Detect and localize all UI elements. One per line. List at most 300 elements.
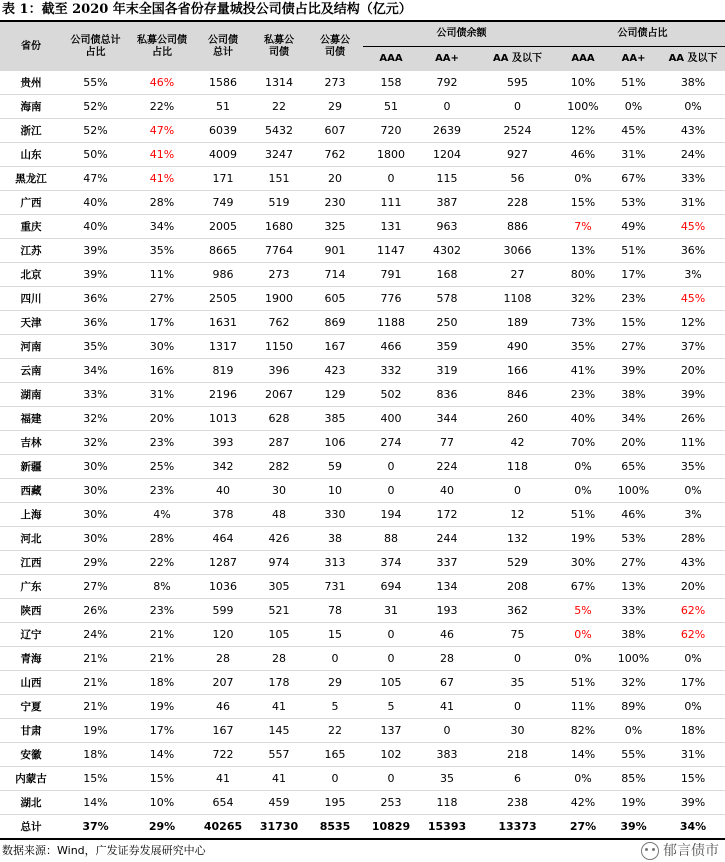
table-row [0,263,725,287]
table-cell: 8535 [307,815,363,840]
province-cell: 湖南 [0,383,62,407]
total-row [0,815,725,840]
table-cell: 40 [419,479,475,503]
table-cell: 330 [307,503,363,527]
table-cell: 13% [560,239,606,263]
table-cell: 70% [560,431,606,455]
table-cell: 38% [661,71,725,95]
table-cell: 28% [129,527,195,551]
table-cell: 974 [251,551,307,575]
header-group-ratio: 公司债占比 [560,21,725,47]
table-cell: 75 [475,623,560,647]
table-cell: 100% [560,95,606,119]
table-cell: 31 [363,599,419,623]
table-cell: 59 [307,455,363,479]
table-cell: 20% [129,407,195,431]
header-ratio-aabelow: AA 及以下 [661,47,725,72]
table-cell: 250 [419,311,475,335]
table-cell: 34% [661,815,725,840]
table-row [0,767,725,791]
table-cell: 344 [419,407,475,431]
table-row [0,71,725,95]
table-cell: 27% [606,551,661,575]
table-cell: 2005 [195,215,251,239]
province-cell: 总计 [0,815,62,840]
table-cell: 7764 [251,239,307,263]
table-cell: 30 [475,719,560,743]
table-cell: 36% [62,311,129,335]
table-cell: 67 [419,671,475,695]
table-cell: 41% [560,359,606,383]
table-row [0,383,725,407]
table-cell: 20% [661,359,725,383]
table-row [0,143,725,167]
table-cell: 15% [606,311,661,335]
table-cell: 41% [129,167,195,191]
table-row [0,239,725,263]
table-cell: 32% [606,671,661,695]
table-cell: 4% [129,503,195,527]
table-cell: 11% [129,263,195,287]
table-cell: 46% [560,143,606,167]
table-cell: 31% [606,143,661,167]
header-ratio-aaplus: AA+ [606,47,661,72]
table-cell: 167 [307,335,363,359]
table-cell: 28% [661,527,725,551]
table-cell: 0% [661,695,725,719]
province-cell: 辽宁 [0,623,62,647]
table-cell: 13373 [475,815,560,840]
table-cell: 0% [560,647,606,671]
table-cell: 230 [307,191,363,215]
table-cell: 27% [62,575,129,599]
table-cell: 466 [363,335,419,359]
table-cell: 21% [129,647,195,671]
table-cell: 33% [606,599,661,623]
table-cell: 88 [363,527,419,551]
table-cell: 115 [419,167,475,191]
table-cell: 5 [363,695,419,719]
table-cell: 171 [195,167,251,191]
table-cell: 0 [307,647,363,671]
table-cell: 29% [62,551,129,575]
table-cell: 846 [475,383,560,407]
table-cell: 26% [62,599,129,623]
province-cell: 甘肃 [0,719,62,743]
table-cell: 362 [475,599,560,623]
header-amount-aaplus: AA+ [419,47,475,72]
table-cell: 1013 [195,407,251,431]
table-cell: 4009 [195,143,251,167]
table-cell: 502 [363,383,419,407]
table-cell: 0% [661,647,725,671]
province-cell: 上海 [0,503,62,527]
table-cell: 39% [661,791,725,815]
table-cell: 6039 [195,119,251,143]
table-cell: 38% [606,623,661,647]
table-cell: 2505 [195,287,251,311]
table-cell: 43% [661,119,725,143]
table-cell: 178 [251,671,307,695]
province-cell: 山东 [0,143,62,167]
province-cell: 吉林 [0,431,62,455]
wechat-icon [641,842,659,860]
table-cell: 459 [251,791,307,815]
table-cell: 55% [62,71,129,95]
table-cell: 0% [606,719,661,743]
table-cell: 65% [606,455,661,479]
table-cell: 193 [419,599,475,623]
table-cell: 714 [307,263,363,287]
table-cell: 28 [251,647,307,671]
province-cell: 浙江 [0,119,62,143]
table-cell: 3% [661,503,725,527]
table-row [0,695,725,719]
table-row [0,575,725,599]
table-cell: 46 [195,695,251,719]
table-cell: 43% [661,551,725,575]
table-cell: 654 [195,791,251,815]
table-row [0,671,725,695]
table-cell: 36% [62,287,129,311]
province-cell: 安徽 [0,743,62,767]
province-cell: 贵州 [0,71,62,95]
table-cell: 694 [363,575,419,599]
table-cell: 41 [251,695,307,719]
table-cell: 15% [661,767,725,791]
province-cell: 陕西 [0,599,62,623]
table-cell: 49% [606,215,661,239]
table-cell: 519 [251,191,307,215]
watermark-text: 郁言债市 [663,843,719,859]
province-cell: 河北 [0,527,62,551]
table-cell: 2639 [419,119,475,143]
table-cell: 53% [606,527,661,551]
header-province: 省份 [0,21,62,71]
table-cell: 0 [363,455,419,479]
table-cell: 41 [195,767,251,791]
table-cell: 15393 [419,815,475,840]
table-cell: 168 [419,263,475,287]
table-cell: 529 [475,551,560,575]
table-cell: 45% [606,119,661,143]
table-cell: 3066 [475,239,560,263]
table-row [0,167,725,191]
table-cell: 282 [251,455,307,479]
table-cell: 762 [251,311,307,335]
table-cell: 38% [606,383,661,407]
table-cell: 2524 [475,119,560,143]
table-cell: 27% [129,287,195,311]
table-cell: 342 [195,455,251,479]
table-cell: 15% [560,191,606,215]
table-cell: 105 [251,623,307,647]
table-cell: 56 [475,167,560,191]
province-cell: 黑龙江 [0,167,62,191]
table-cell: 85% [606,767,661,791]
table-cell: 4302 [419,239,475,263]
table-row [0,335,725,359]
table-cell: 1108 [475,287,560,311]
table-cell: 40 [195,479,251,503]
province-cell: 北京 [0,263,62,287]
province-cell: 广西 [0,191,62,215]
table-cell: 24% [661,143,725,167]
table-cell: 21% [62,671,129,695]
table-cell: 27% [560,815,606,840]
table-cell: 41 [251,767,307,791]
header-amount-aaa: AAA [363,47,419,72]
table-cell: 22% [129,551,195,575]
table-cell: 244 [419,527,475,551]
table-cell: 24% [62,623,129,647]
table-cell: 129 [307,383,363,407]
table-cell: 165 [307,743,363,767]
table-cell: 383 [419,743,475,767]
table-cell: 100% [606,647,661,671]
table-cell: 40265 [195,815,251,840]
province-cell: 江苏 [0,239,62,263]
table-cell: 172 [419,503,475,527]
table-cell: 134 [419,575,475,599]
table-cell: 319 [419,359,475,383]
table-cell: 28 [419,647,475,671]
header-public: 公募公司债 [307,21,363,71]
table-cell: 35 [475,671,560,695]
source-note [0,840,725,862]
table-cell: 1147 [363,239,419,263]
table-cell: 102 [363,743,419,767]
table-row [0,287,725,311]
table-cell: 26% [661,407,725,431]
table-cell: 1287 [195,551,251,575]
table-cell: 0% [560,455,606,479]
table-cell: 605 [307,287,363,311]
table-cell: 396 [251,359,307,383]
table-cell: 7% [560,215,606,239]
table-cell: 51 [363,95,419,119]
table-cell: 387 [419,191,475,215]
table-cell: 55% [606,743,661,767]
table-row [0,359,725,383]
province-cell: 江西 [0,551,62,575]
table-cell: 578 [419,287,475,311]
table-cell: 253 [363,791,419,815]
table-cell: 731 [307,575,363,599]
table-cell: 0% [560,767,606,791]
watermark [641,840,719,862]
table-cell: 0 [419,95,475,119]
table-cell: 1586 [195,71,251,95]
table-cell: 0% [661,479,725,503]
table-cell: 325 [307,215,363,239]
table-cell: 132 [475,527,560,551]
table-row [0,119,725,143]
table-cell: 30 [251,479,307,503]
table-cell: 19% [560,527,606,551]
table-cell: 762 [307,143,363,167]
table-cell: 0 [363,167,419,191]
header-private: 私募公司债 [251,21,307,71]
table-cell: 2196 [195,383,251,407]
table-cell: 628 [251,407,307,431]
table-cell: 378 [195,503,251,527]
table-cell: 51% [560,671,606,695]
table-cell: 14% [62,791,129,815]
table-cell: 30% [560,551,606,575]
table-row [0,479,725,503]
table-cell: 34% [62,359,129,383]
table-cell: 287 [251,431,307,455]
table-cell: 33% [62,383,129,407]
table-cell: 228 [475,191,560,215]
table-row [0,719,725,743]
table-cell: 29% [129,815,195,840]
table-cell: 51 [195,95,251,119]
table-cell: 46% [606,503,661,527]
table-cell: 1800 [363,143,419,167]
table-cell: 792 [419,71,475,95]
table-cell: 337 [419,551,475,575]
table-cell: 30% [129,335,195,359]
table-cell: 42% [560,791,606,815]
table-cell: 17% [606,263,661,287]
table-cell: 39% [606,815,661,840]
table-cell: 145 [251,719,307,743]
table-cell: 80% [560,263,606,287]
table-cell: 20% [606,431,661,455]
province-cell: 重庆 [0,215,62,239]
table-cell: 30% [62,527,129,551]
table-cell: 0 [363,479,419,503]
table-cell: 62% [661,599,725,623]
table-cell: 0 [419,719,475,743]
table-cell: 374 [363,551,419,575]
table-cell: 106 [307,431,363,455]
table-cell: 0% [606,95,661,119]
table-row [0,503,725,527]
table-cell: 45% [661,287,725,311]
table-cell: 426 [251,527,307,551]
table-cell: 131 [363,215,419,239]
table-cell: 52% [62,95,129,119]
table-cell: 52% [62,119,129,143]
table-cell: 557 [251,743,307,767]
table-cell: 14% [129,743,195,767]
table-cell: 12% [560,119,606,143]
table-cell: 18% [129,671,195,695]
table-cell: 927 [475,143,560,167]
table-cell: 6 [475,767,560,791]
table-cell: 0 [475,647,560,671]
bond-table [0,20,725,840]
table-row [0,599,725,623]
header-ratio-aaa: AAA [560,47,606,72]
table-cell: 39% [62,239,129,263]
table-cell: 46% [129,71,195,95]
province-cell: 青海 [0,647,62,671]
table-cell: 31% [661,743,725,767]
table-cell: 41 [419,695,475,719]
table-cell: 791 [363,263,419,287]
table-cell: 19% [606,791,661,815]
table-cell: 35% [129,239,195,263]
table-cell: 32% [62,407,129,431]
province-cell: 海南 [0,95,62,119]
table-cell: 1204 [419,143,475,167]
table-cell: 0% [560,623,606,647]
table-cell: 32% [62,431,129,455]
table-cell: 16% [129,359,195,383]
table-cell: 3247 [251,143,307,167]
table-cell: 17% [129,719,195,743]
province-cell: 新疆 [0,455,62,479]
table-row [0,527,725,551]
table-cell: 39% [606,359,661,383]
table-cell: 118 [475,455,560,479]
table-cell: 595 [475,71,560,95]
table-cell: 15% [62,767,129,791]
table-cell: 18% [62,743,129,767]
table-row [0,215,725,239]
table-cell: 67% [606,167,661,191]
table-cell: 29 [307,95,363,119]
table-cell: 273 [307,71,363,95]
table-cell: 40% [62,191,129,215]
table-cell: 423 [307,359,363,383]
table-cell: 11% [661,431,725,455]
table-cell: 0 [363,767,419,791]
table-cell: 886 [475,215,560,239]
table-cell: 260 [475,407,560,431]
table-cell: 1188 [363,311,419,335]
table-row [0,455,725,479]
table-cell: 208 [475,575,560,599]
table-cell: 31% [661,191,725,215]
table-row [0,407,725,431]
table-row [0,311,725,335]
table-cell: 776 [363,287,419,311]
table-cell: 0 [307,767,363,791]
table-row [0,431,725,455]
source-text: 数据来源：Wind，广发证券发展研究中心 [2,844,206,857]
table-cell: 359 [419,335,475,359]
table-cell: 963 [419,215,475,239]
table-cell: 34% [129,215,195,239]
table-cell: 22 [251,95,307,119]
province-cell: 天津 [0,311,62,335]
table-cell: 48 [251,503,307,527]
table-row [0,551,725,575]
table-cell: 1150 [251,335,307,359]
table-cell: 332 [363,359,419,383]
table-cell: 36% [661,239,725,263]
table-row [0,191,725,215]
table-cell: 35% [62,335,129,359]
table-cell: 11% [560,695,606,719]
table-cell: 313 [307,551,363,575]
table-cell: 27% [606,335,661,359]
table-cell: 78 [307,599,363,623]
table-cell: 23% [560,383,606,407]
table-cell: 32% [560,287,606,311]
province-cell: 内蒙古 [0,767,62,791]
table-cell: 1900 [251,287,307,311]
table-cell: 1680 [251,215,307,239]
table-cell: 238 [475,791,560,815]
table-cell: 111 [363,191,419,215]
table-row [0,623,725,647]
